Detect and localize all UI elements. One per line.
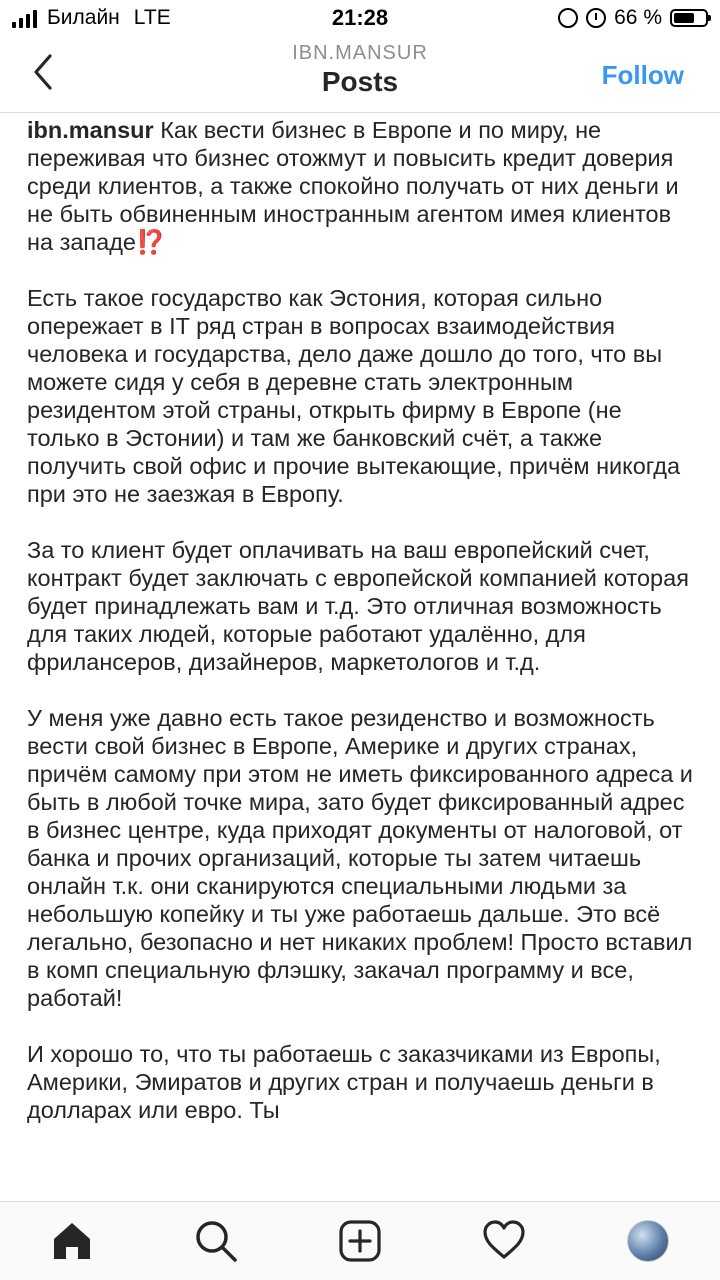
tab-home[interactable]: [42, 1211, 102, 1271]
tab-new-post[interactable]: [330, 1211, 390, 1271]
status-bar: [0, 0, 720, 38]
tab-search[interactable]: [186, 1211, 246, 1271]
post-username[interactable]: ibn.mansur: [27, 117, 154, 143]
exclamation-question-emoji: ⁉️: [136, 229, 166, 255]
new-post-icon: [338, 1219, 382, 1263]
battery-icon: [670, 9, 708, 27]
caption-paragraph: У меня уже давно есть такое резиденство и возможность вести свой бизнес в Европе, Америке и других странах, причём самому при этом не иметь фиксированного адреса и быть в любой точке мира, зато будет фиксированный адрес в бизнес центре, куда приходят документы от налоговой, от банка и прочих организаций, которые ты затем читаешь онлайн т.к. они сканируются специальными людьми за небольшую копейку и ты уже работаешь дальше. Это всё легально, безопасно и нет никаких проблем! Просто вставил в комп специальную флэшку, закачал программу и все, работай!: [27, 705, 693, 1011]
home-icon: [50, 1219, 94, 1263]
rotation-lock-icon: [558, 8, 578, 28]
caption-paragraph: Есть такое государство как Эстония, которая сильно опережает в IT ряд стран в вопросах взаимодействия человека и государства, дело даже дошло до того, что вы можете сидя у себя в деревне стать электронным резидентом этой страны, открыть фирму в Европе (не только в Эстонии) и там же банковский счёт, а также получить свой офис и прочие вытекающие, причём никогда при это не заезжая в Европу.: [27, 285, 681, 507]
carrier-name: Билайн: [47, 6, 120, 29]
account-name: IBN.MANSUR: [292, 42, 428, 64]
search-icon: [194, 1219, 238, 1263]
battery-level: [674, 13, 694, 23]
post-caption: [27, 116, 697, 1202]
caption-first-paragraph: [27, 116, 697, 256]
caption-text: Как вести бизнес в Европе и по миру, не переживая что бизнес отожмут и повысить кредит доверия среди клиентов, а также спокойно получать от них деньги и не быть обвиненным иностранным агентом имея клиентов на западе: [27, 117, 679, 255]
tab-bar: [0, 1201, 720, 1280]
activity-heart-icon: [482, 1219, 526, 1263]
caption-paragraph: И хорошо то, что ты работаешь с заказчиками из Европы, Америки, Эмиратов и других стран и получаешь деньги в долларах или евро. Ты: [27, 1041, 661, 1123]
network-type: LTE: [133, 6, 171, 29]
nav-header: [0, 38, 720, 113]
profile-avatar: [627, 1220, 669, 1262]
page-title: Posts: [321, 66, 399, 97]
caption-paragraph: За то клиент будет оплачивать на ваш европейский счет, контракт будет заключать с европейской компанией которая будет принадлежать вам и т.д. Это отличная возможность для таких людей, которые работают удалённо, для фрилансеров, дизайнеров, маркетологов и т.д.: [27, 537, 689, 675]
tab-activity[interactable]: [474, 1211, 534, 1271]
battery-percent: 66 %: [614, 6, 662, 29]
tab-profile[interactable]: [618, 1211, 678, 1271]
follow-button[interactable]: Follow: [601, 60, 684, 90]
alarm-icon: [586, 8, 606, 28]
status-right: [558, 6, 708, 30]
status-time: 21:28: [331, 5, 389, 30]
